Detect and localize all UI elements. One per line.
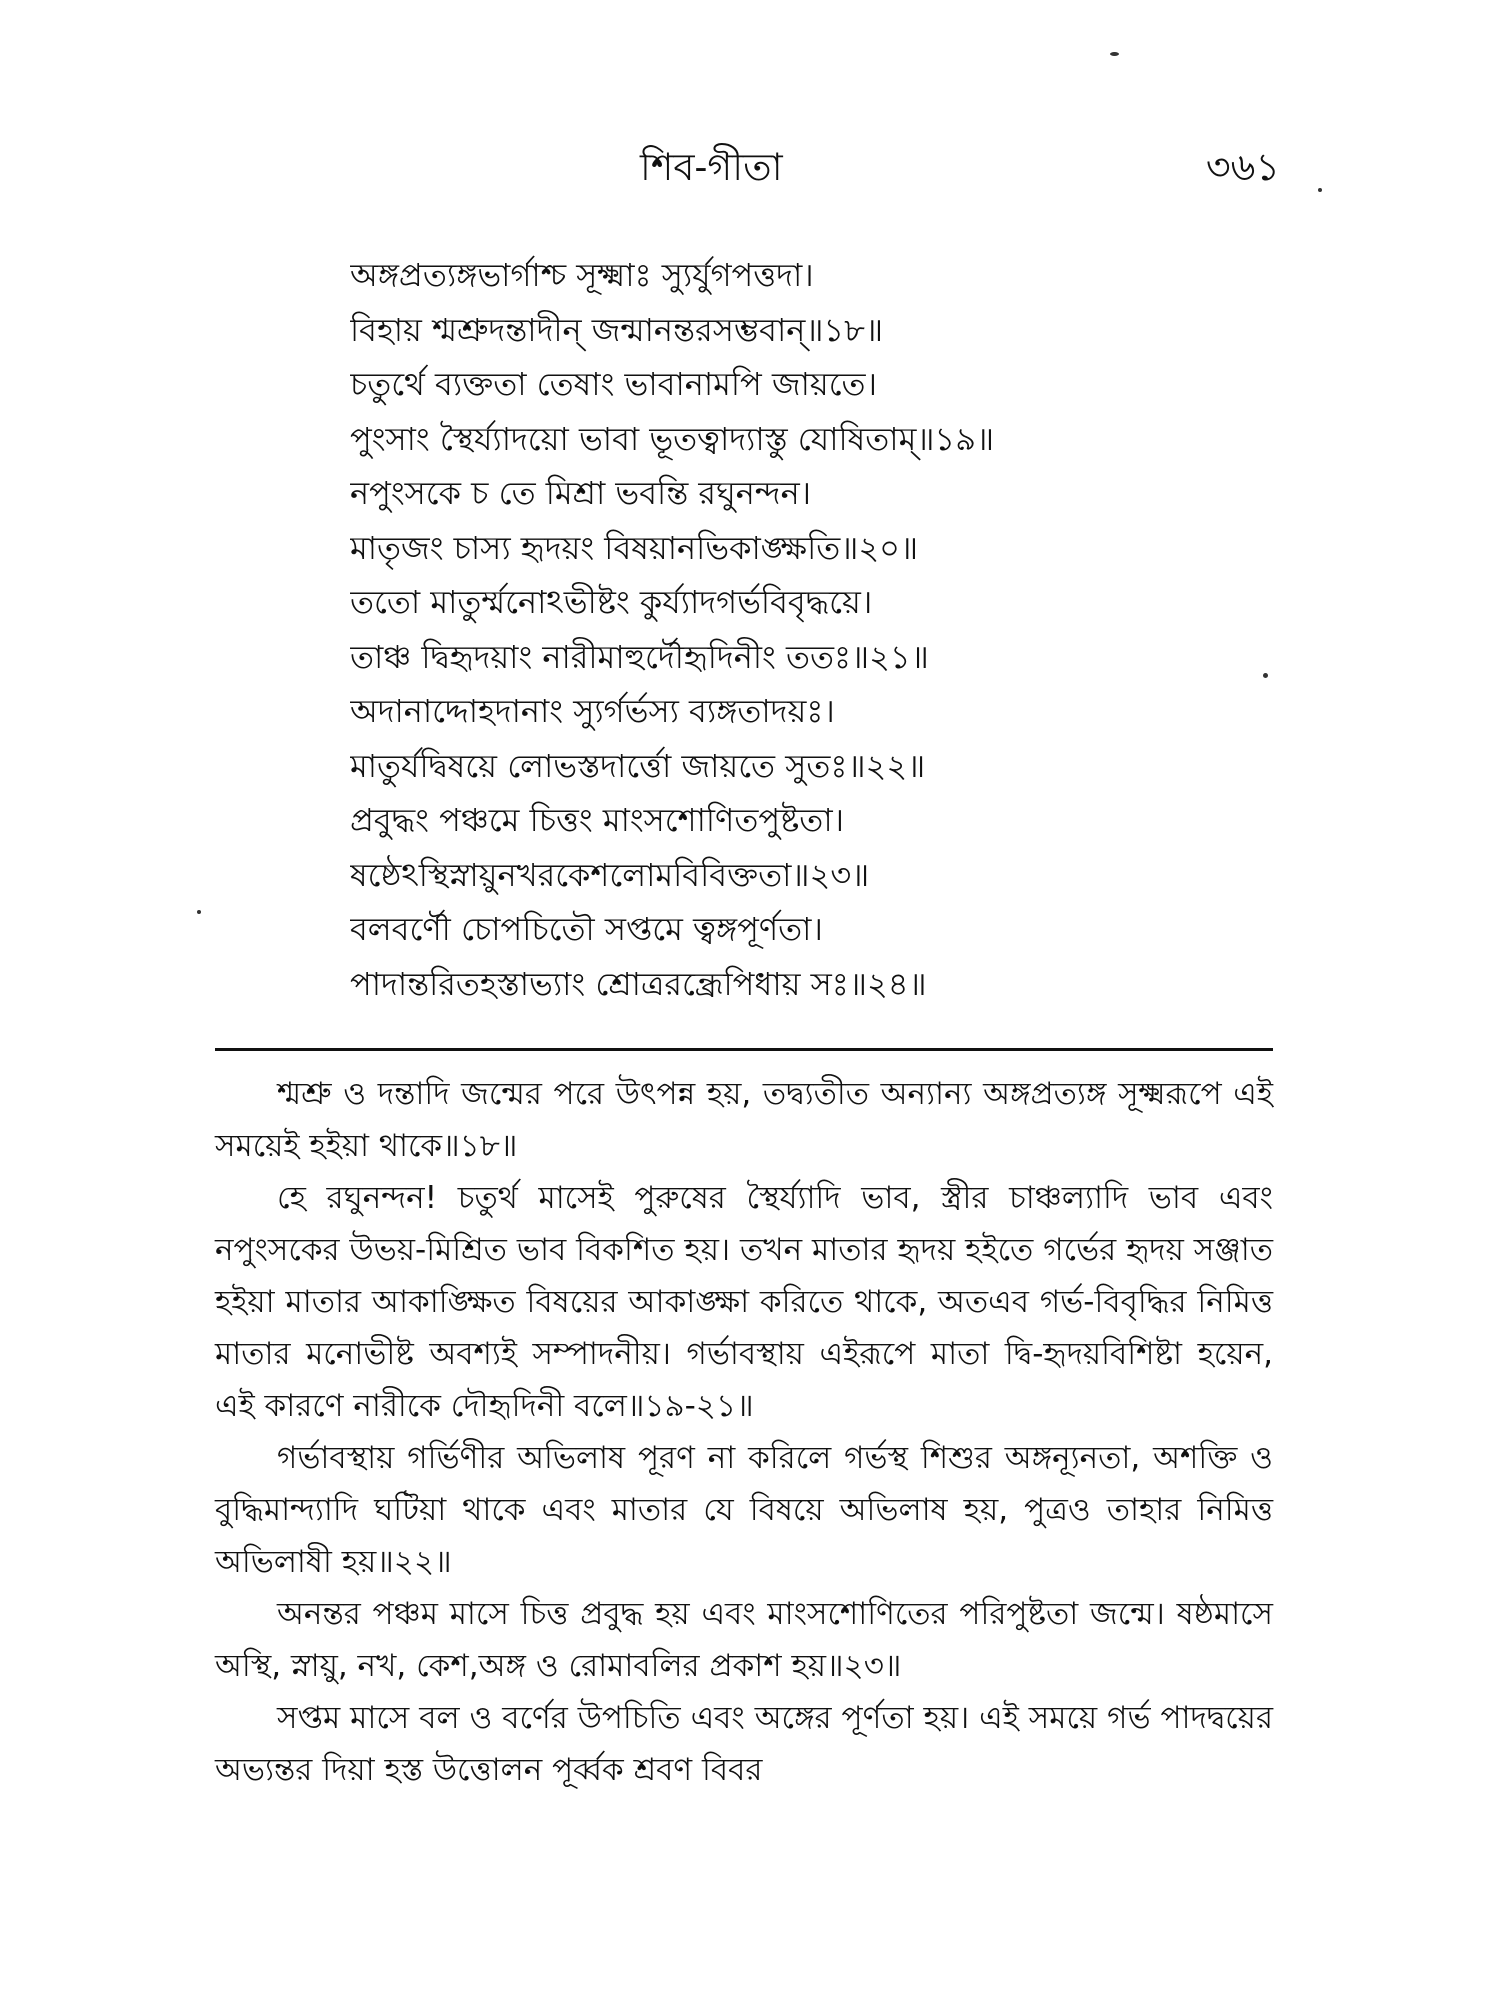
verse-line: বলবর্ণৌ চোপচিতৌ সপ্তমে ত্বঙ্গপূর্ণতা। <box>350 910 823 948</box>
verse-line: পুংসাং স্থৈর্য্যাদয়ো ভাবা ভূতত্বাদ্যাস্তু যোষিতাম্॥১৯॥ <box>350 419 995 458</box>
verse-line: পাদান্তরিতহস্তাভ্যাং শ্রোত্ররন্ধ্রেপিধায় সঃ॥২৪॥ <box>350 964 927 1003</box>
verse-line: অদানাদ্দোহদানাং স্যুর্গর্ভস্য ব্যঙ্গতাদয়ঃ। <box>350 692 835 730</box>
ink-speck <box>1110 52 1119 56</box>
page-number: ৩৬১ <box>1205 145 1280 189</box>
verse-line: ততো মাতুর্ম্মনোঽভীষ্টং কুর্য্যাদগর্ভবিবৃদ্ধয়ে। <box>350 583 873 621</box>
sanskrit-verses <box>350 248 1310 1011</box>
verse-line: তাঞ্চ দ্বিহৃদয়াং নারীমাহুর্দৌহৃদিনীং ততঃ॥২১॥ <box>350 637 929 676</box>
commentary-paragraph: হে রঘুনন্দন! চতুর্থ মাসেই পুরুষের স্থৈর্য্যাদি ভাব, স্ত্রীর চাঞ্চল্যাদি ভাব এবং নপুংসকের উভয়-মিশ্রিত ভাব বিকশিত হয়। তখন মাতার হৃদয় হইতে গর্ভের হৃদয় সঞ্জাত হইয়া মাতার আকাঙ্ক্ষিত বিষয়ের আকাঙ্ক্ষা করিতে থাকে, অতএব গর্ভ-বিবৃদ্ধির নিমিত্ত মাতার মনোভীষ্ট অবশ্যই সম্পাদনীয়। গর্ভাবস্থায় এইরূপে মাতা দ্বি-হৃদয়বিশিষ্টা হয়েন, এই কারণে নারীকে দৌহৃদিনী বলে॥১৯-২১॥ <box>215 1180 1273 1424</box>
commentary-paragraph: অনন্তর পঞ্চম মাসে চিত্ত প্রবুদ্ধ হয় এবং মাংসশোণিতের পরিপুষ্টতা জন্মে। ষষ্ঠমাসে অস্থি, স্নায়ু, নখ, কেশ,অঙ্গ ও রোমাবলির প্রকাশ হয়॥২৩॥ <box>215 1596 1273 1684</box>
verse-line: মাতৃজং চাস্য হৃদয়ং বিষয়ানভিকাঙ্ক্ষতি॥২০॥ <box>350 528 919 567</box>
commentary-paragraph: শ্মশ্রু ও দন্তাদি জন্মের পরে উৎপন্ন হয়, তদ্ব্যতীত অন্যান্য অঙ্গপ্রত্যঙ্গ সূক্ষ্মরূপে এই সময়েই হইয়া থাকে॥১৮॥ <box>215 1076 1273 1164</box>
verse-line: ষষ্ঠেঽস্থিস্নায়ুনখরকেশলোমবিবিক্ততা॥২৩॥ <box>350 855 870 894</box>
ink-speck <box>197 910 201 914</box>
verse-line: মাতুর্যদ্বিষয়ে লোভস্তদার্ত্তো জায়তে সুতঃ॥২২॥ <box>350 746 926 785</box>
section-divider <box>215 1048 1273 1051</box>
ink-speck <box>1318 188 1322 192</box>
commentary-paragraph: গর্ভাবস্থায় গর্ভিণীর অভিলাষ পূরণ না করিলে গর্ভস্থ শিশুর অঙ্গন্যূনতা, অশক্তি ও বুদ্ধিমান্দ্যাদি ঘটিয়া থাকে এবং মাতার যে বিষয়ে অভিলাষ হয়, পুত্রও তাহার নিমিত্ত অভিলাষী হয়॥২২॥ <box>215 1440 1273 1580</box>
page-header <box>640 138 1280 198</box>
verse-line: অঙ্গপ্রত্যঙ্গভার্গাশ্চ সূক্ষ্মাঃ স্যুর্যুগপত্তদা। <box>350 256 814 294</box>
verse-line: চতুর্থে ব্যক্ততা তেষাং ভাবানামপি জায়তে। <box>350 365 878 403</box>
bengali-commentary <box>215 1068 1273 1796</box>
verse-line: প্রবুদ্ধং পঞ্চমে চিত্তং মাংসশোণিতপুষ্টতা। <box>350 801 845 839</box>
running-title: শিব-গীতা <box>640 145 783 189</box>
commentary-paragraph: সপ্তম মাসে বল ও বর্ণের উপচিতি এবং অঙ্গের পূর্ণতা হয়। এই সময়ে গর্ভ পাদদ্বয়ের অভ্যন্তর দিয়া হস্ত উত্তোলন পূর্ব্বক শ্রবণ বিবর <box>215 1700 1273 1788</box>
verse-line: বিহায় শ্মশ্রুদন্তাদীন্ জন্মানন্তরসম্ভবান্॥১৮॥ <box>350 310 884 349</box>
verse-line: নপুংসকে চ তে মিশ্রা ভবন্তি রঘুনন্দন। <box>350 474 812 512</box>
